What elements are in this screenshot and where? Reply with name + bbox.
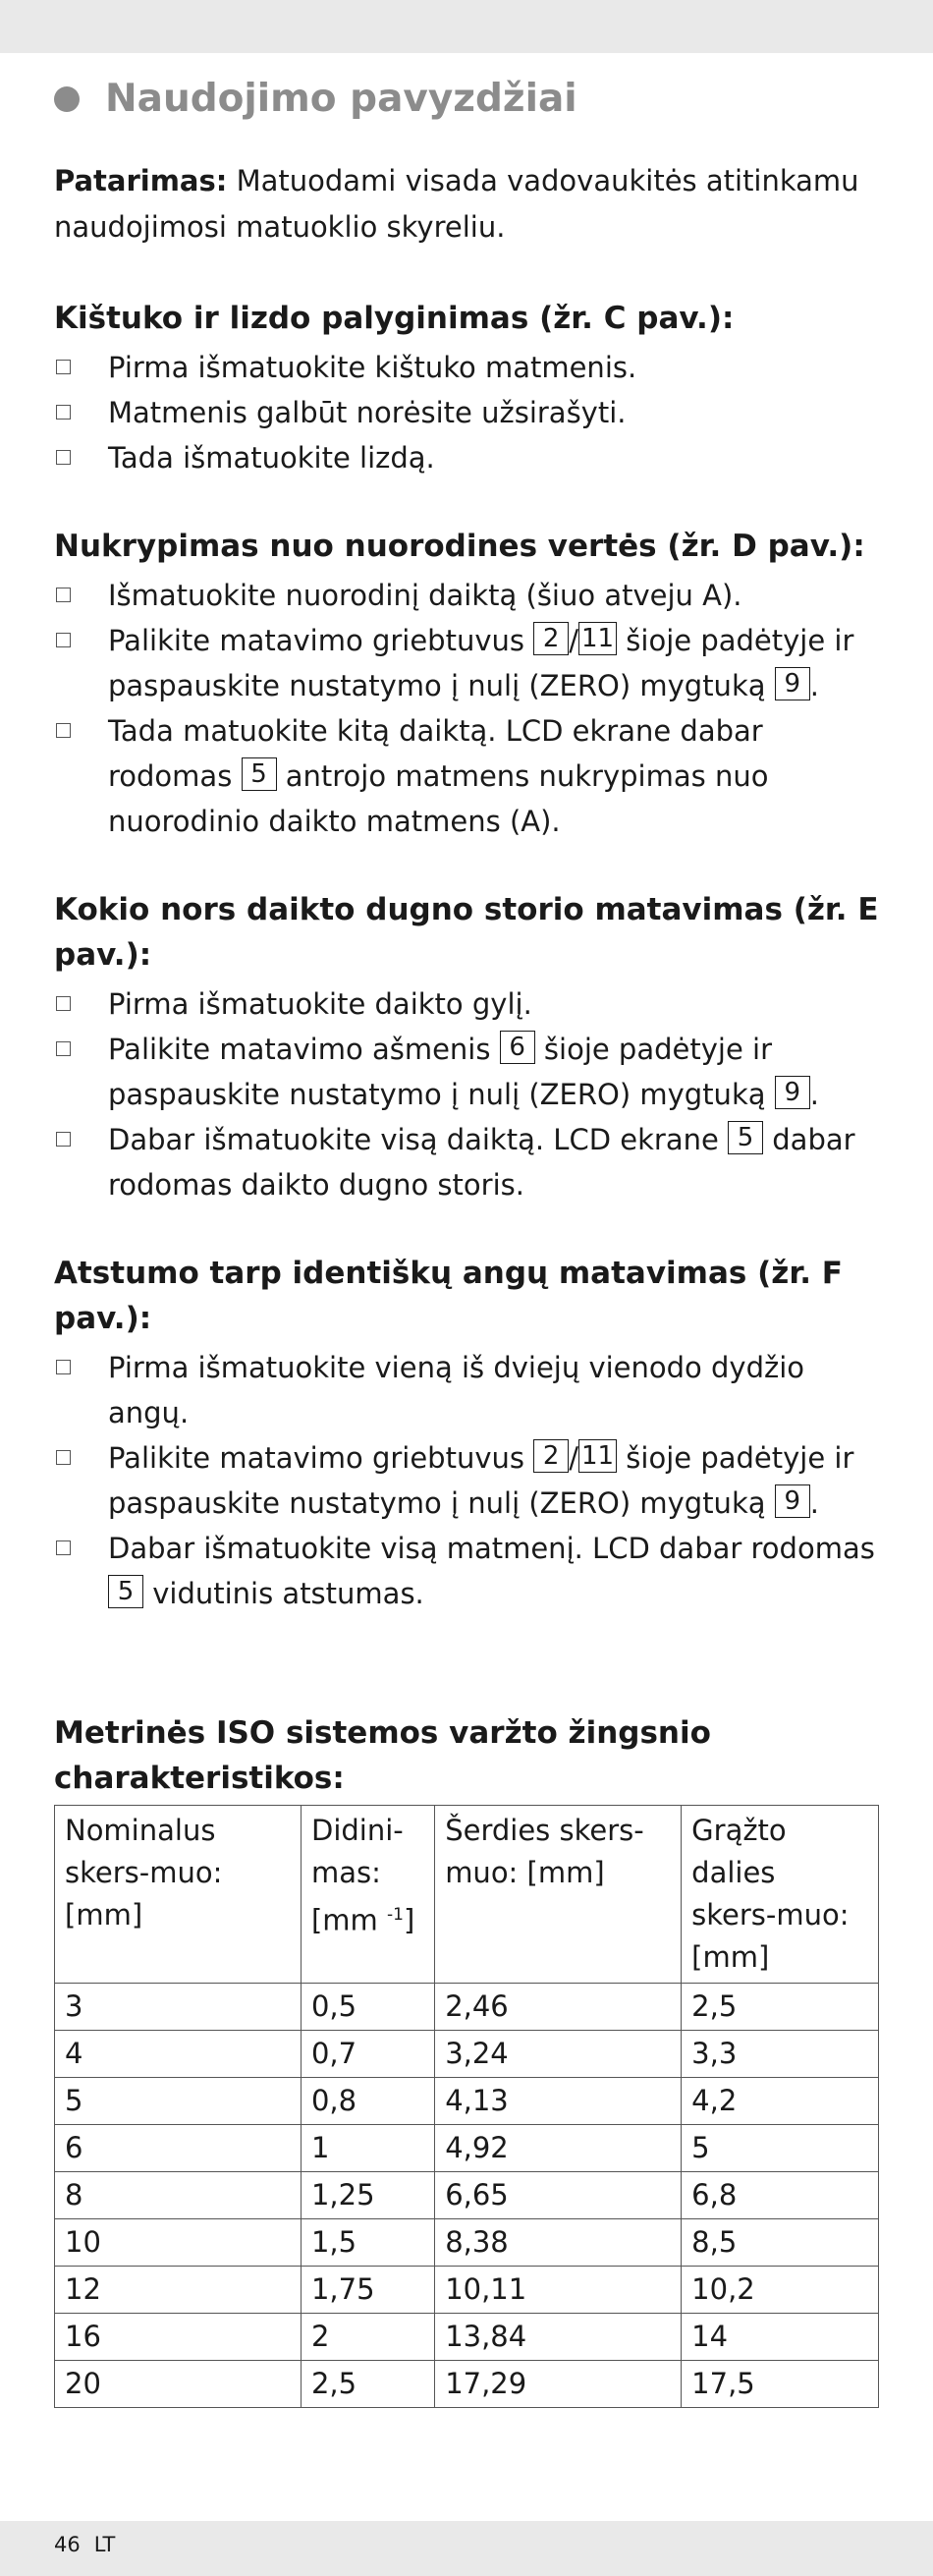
tip-paragraph [54, 158, 879, 251]
col-header-pitch-text: Didini-mas: [mm [310, 1814, 404, 1937]
step-text: Dabar išmatuokite visą daiktą. LCD ekrane [108, 1123, 719, 1156]
tip-label: Patarimas: [54, 164, 228, 197]
tip-text: Matuodami visada vadovaukitės atitinkamu naudojimosi matuoklio skyreliu. [54, 164, 859, 244]
heading-plug-socket: Kištuko ir lizdo palyginimas (žr. C pav.): [54, 301, 735, 336]
ref-box-5: 5 [242, 757, 277, 791]
step-text: Tada išmatuokite lizdą. [108, 441, 435, 475]
ref-box-9: 9 [775, 667, 810, 700]
footer-band [0, 2521, 933, 2576]
table-cell: 17,29 [435, 2361, 682, 2408]
ref-box-9: 9 [775, 1484, 810, 1518]
table-cell: 3 [55, 1984, 302, 2031]
step-text: Pirma išmatuokite vieną iš dviejų vienodo dydžio angų. [108, 1351, 805, 1429]
table-cell: 16 [55, 2314, 302, 2361]
ref-dot: . [809, 1078, 819, 1111]
col-header-pitch [301, 1806, 434, 1984]
bullet-dot-icon [54, 86, 80, 112]
spacer [54, 1659, 879, 1710]
list-item [54, 1526, 879, 1616]
ref-box-11: 11 [578, 622, 617, 655]
table-cell: 10,2 [682, 2267, 879, 2314]
ref-dot: . [809, 1486, 819, 1520]
col-header-pitch-close: ] [403, 1903, 415, 1937]
step-text: Palikite matavimo ašmenis [108, 1033, 491, 1066]
table-cell: 3,24 [435, 2031, 682, 2078]
step-text: Tada matuokite kitą daiktą. LCD ekrane dabar rodomas [108, 714, 763, 793]
page-number: 46 [54, 2533, 81, 2556]
table-header-row [55, 1806, 879, 1984]
table-cell: 5 [55, 2078, 302, 2125]
table-cell: 0,8 [301, 2078, 434, 2125]
table-cell: 20 [55, 2361, 302, 2408]
table-cell: 14 [682, 2314, 879, 2361]
table-row [55, 2314, 879, 2361]
checkbox-square-icon [56, 1041, 71, 1056]
step-text: Matmenis galbūt norėsite užsirašyti. [108, 396, 627, 429]
checkbox-square-icon [56, 723, 71, 738]
list-item [54, 1027, 879, 1117]
list-item [54, 1435, 879, 1526]
checkbox-square-icon [56, 1132, 71, 1147]
ref-box-2: 2 [533, 1439, 569, 1473]
table-cell: 0,5 [301, 1984, 434, 2031]
checkbox-square-icon [56, 588, 71, 602]
steps-hole-distance [54, 1345, 879, 1616]
list-item [54, 1345, 879, 1435]
step-text: Išmatuokite nuorodinį daiktą (šiuo atveju A). [108, 579, 742, 612]
step-text: Palikite matavimo griebtuvus [108, 624, 524, 657]
ref-dot: . [809, 669, 819, 702]
table-row [55, 2078, 879, 2125]
table-cell: 1,25 [301, 2172, 434, 2219]
checkbox-square-icon [56, 450, 71, 465]
heading-bottom-thickness: Kokio nors daikto dugno storio matavimas (žr. E pav.): [54, 892, 879, 973]
col-header-drill: Grąžto dalies skers-muo: [mm] [682, 1806, 879, 1984]
table-cell: 4 [55, 2031, 302, 2078]
step-text: Palikite matavimo griebtuvus [108, 1441, 524, 1475]
list-item [54, 435, 879, 480]
ref-box-11: 11 [578, 1439, 617, 1473]
checkbox-square-icon [56, 996, 71, 1011]
checkbox-square-icon [56, 1450, 71, 1465]
step-text: Pirma išmatuokite daikto gylį. [108, 987, 532, 1021]
steps-plug-socket [54, 345, 879, 480]
table-row [55, 2267, 879, 2314]
step-text: vidutinis atstumas. [152, 1577, 424, 1610]
col-header-core: Šerdies skers-muo: [mm] [435, 1806, 682, 1984]
table-row [55, 1984, 879, 2031]
table-title: Metrinės ISO sistemos varžto žingsnio charakteristikos: [54, 1715, 711, 1796]
col-header-nominal: Nominalus skers-muo: [mm] [55, 1806, 302, 1984]
step-text: Dabar išmatuokite visą matmenį. LCD dabar rodomas [108, 1532, 875, 1565]
table-row [55, 2172, 879, 2219]
col-header-pitch-sup: -1 [387, 1905, 404, 1925]
ref-box-9: 9 [775, 1076, 810, 1109]
ref-box-6: 6 [500, 1031, 535, 1064]
table-cell: 1 [301, 2125, 434, 2172]
table-row [55, 2031, 879, 2078]
ref-box-5: 5 [728, 1121, 763, 1154]
table-cell: 1,75 [301, 2267, 434, 2314]
table-cell: 13,84 [435, 2314, 682, 2361]
table-cell: 6,8 [682, 2172, 879, 2219]
iso-thread-table [54, 1805, 879, 2408]
step-text: Pirma išmatuokite kištuko matmenis. [108, 351, 637, 384]
step-text: šioje padėtyje ir paspauskite nustatymo į nulį (ZERO) mygtuką [108, 1441, 854, 1520]
top-band [0, 0, 933, 53]
step-text: dabar rodomas daikto dugno storis. [108, 1123, 855, 1202]
table-cell: 10 [55, 2219, 302, 2267]
language-code: LT [93, 2533, 116, 2556]
list-item [54, 618, 879, 708]
heading-hole-distance: Atstumo tarp identiškų angų matavimas (žr. F pav.): [54, 1256, 843, 1336]
table-row [55, 2219, 879, 2267]
checkbox-square-icon [56, 1540, 71, 1555]
section-title-text: Naudojimo pavyzdžiai [105, 77, 577, 121]
ref-box-5: 5 [108, 1575, 143, 1608]
checkbox-square-icon [56, 1360, 71, 1374]
steps-deviation [54, 573, 879, 844]
table-cell: 10,11 [435, 2267, 682, 2314]
table-cell: 5 [682, 2125, 879, 2172]
table-cell: 17,5 [682, 2361, 879, 2408]
table-row [55, 2361, 879, 2408]
table-cell: 2 [301, 2314, 434, 2361]
step-text: antrojo matmens nukrypimas nuo nuorodinio daikto matmens (A). [108, 759, 769, 838]
section-title [54, 77, 879, 121]
table-row [55, 2125, 879, 2172]
list-item [54, 708, 879, 844]
ref-slash: / [569, 1441, 578, 1475]
table-cell: 12 [55, 2267, 302, 2314]
table-cell: 4,92 [435, 2125, 682, 2172]
list-item [54, 1117, 879, 1207]
step-text: šioje padėtyje ir paspauskite nustatymo į nulį (ZERO) mygtuką [108, 624, 854, 702]
ref-box-2: 2 [533, 622, 569, 655]
table-cell: 8,5 [682, 2219, 879, 2267]
steps-bottom-thickness [54, 981, 879, 1207]
table-cell: 0,7 [301, 2031, 434, 2078]
table-cell: 6,65 [435, 2172, 682, 2219]
table-cell: 4,2 [682, 2078, 879, 2125]
list-item [54, 345, 879, 390]
table-cell: 2,5 [682, 1984, 879, 2031]
list-item [54, 981, 879, 1027]
table-cell: 8 [55, 2172, 302, 2219]
table-cell: 2,5 [301, 2361, 434, 2408]
checkbox-square-icon [56, 360, 71, 374]
ref-slash: / [569, 624, 578, 657]
table-cell: 2,46 [435, 1984, 682, 2031]
list-item [54, 573, 879, 618]
table-cell: 8,38 [435, 2219, 682, 2267]
list-item [54, 390, 879, 435]
table-cell: 4,13 [435, 2078, 682, 2125]
table-cell: 1,5 [301, 2219, 434, 2267]
heading-deviation: Nukrypimas nuo nuorodines vertės (žr. D pav.): [54, 529, 865, 564]
step-text: šioje padėtyje ir paspauskite nustatymo į nulį (ZERO) mygtuką [108, 1033, 772, 1111]
page-footer [54, 2533, 115, 2556]
checkbox-square-icon [56, 633, 71, 647]
table-cell: 6 [55, 2125, 302, 2172]
table-cell: 3,3 [682, 2031, 879, 2078]
checkbox-square-icon [56, 405, 71, 420]
page-content [54, 77, 879, 2408]
